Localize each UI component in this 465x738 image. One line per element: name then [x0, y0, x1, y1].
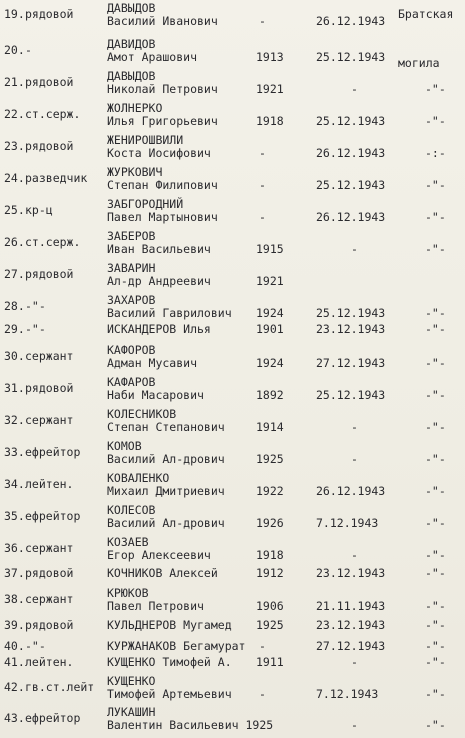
entry-date: 27.12.1943: [316, 356, 386, 370]
entry-given-name: Егор Алексеевич: [107, 548, 211, 562]
entry-date: -: [351, 82, 358, 96]
entry-year: 1918: [256, 114, 284, 128]
entry-rank: -"-: [25, 299, 46, 313]
entry-rank: рядовой: [25, 75, 74, 89]
entry-year: -: [259, 146, 266, 160]
entry-date: -: [351, 242, 358, 256]
entry-burial: -"-: [425, 114, 446, 128]
entry-surname: КАФАРОВ: [107, 375, 156, 389]
entry-surname: КОЛЕСНИКОВ: [107, 407, 177, 421]
entry-number: 32.: [4, 413, 25, 427]
entry-year: 1911: [256, 655, 284, 669]
entry-year: 1924: [256, 306, 284, 320]
entry-rank: рядовой: [25, 566, 74, 580]
entry-given-name: Степан Филипович: [107, 178, 218, 192]
entry-given-name: Амот Арашович: [107, 50, 198, 64]
entry-surname: КОМОВ: [107, 439, 142, 453]
entry-number: 25.: [4, 203, 25, 217]
entry-burial: -"-: [425, 718, 446, 732]
entry-date: 25.12.1943: [316, 50, 386, 64]
entry-name: КОЧНИКОВ Алексей: [107, 566, 218, 580]
entry-rank: ст.серж.: [25, 235, 81, 249]
entry-burial: -"-: [425, 687, 446, 701]
entry-given-name: Василий Гаврилович: [107, 306, 232, 320]
entry-number: 42.: [4, 680, 25, 694]
entry-number: 33.: [4, 445, 25, 459]
entry-surname: ЖУРКОВИЧ: [107, 165, 163, 179]
entry-date: 25.12.1943: [316, 388, 386, 402]
entry-number: 27.: [4, 267, 25, 281]
entry-year: 1915: [256, 242, 284, 256]
entry-given-name: Павел Мартынович: [107, 210, 218, 224]
entry-burial: -"-: [425, 618, 446, 632]
entry-given-name: Павел Петрович: [107, 599, 204, 613]
entry-given-name: Адман Мусавич: [107, 356, 198, 370]
entry-given-name: Степан Степанович: [107, 420, 225, 434]
entry-number: 34.: [4, 477, 25, 491]
entry-given-name: Тимофей Артемьевич: [107, 687, 232, 701]
entry-date: 23.12.1943: [316, 566, 386, 580]
entry-date: -: [351, 718, 358, 732]
entry-date: 26.12.1943: [316, 14, 386, 28]
entry-rank: -"-: [25, 639, 46, 653]
entry-number: 31.: [4, 381, 25, 395]
entry-given-name: Наби Масарович: [107, 388, 204, 402]
entry-surname: ДАВЫДОВ: [107, 1, 156, 15]
entry-year: -: [259, 178, 266, 192]
entry-number: 23.: [4, 139, 25, 153]
entry-date: -: [351, 420, 358, 434]
entry-rank: рядовой: [25, 267, 74, 281]
entry-date: -: [351, 452, 358, 466]
entry-burial: -"-: [425, 639, 446, 653]
entry-number: 39.: [4, 618, 25, 632]
entry-burial: -"-: [425, 242, 446, 256]
entry-rank: разведчик: [25, 171, 88, 185]
entry-given-name: Василий Иванович: [107, 14, 218, 28]
entry-year: 1914: [256, 420, 284, 434]
entry-year: 1921: [256, 274, 284, 288]
entry-rank: рядовой: [25, 7, 74, 21]
entry-rank: рядовой: [25, 618, 74, 632]
entry-given-name: Василий Ал-дрович: [107, 452, 225, 466]
entry-rank: рядовой: [25, 381, 74, 395]
entry-burial: -"-: [425, 420, 446, 434]
entry-number: 43.: [4, 711, 25, 725]
entry-rank: гв.ст.лейт: [25, 680, 95, 694]
entry-name: КУЩЕНКО Тимофей А.: [107, 655, 232, 669]
entry-burial: -"-: [425, 655, 446, 669]
entry-surname: КОЗАЕВ: [107, 535, 149, 549]
entry-year: 1924: [256, 356, 284, 370]
entry-burial: Братская: [398, 7, 454, 21]
entry-rank: сержант: [25, 592, 74, 606]
entry-date: 25.12.1943: [316, 306, 386, 320]
entry-date: 26.12.1943: [316, 210, 386, 224]
entry-burial: -"-: [425, 178, 446, 192]
entry-rank: кр-ц: [25, 203, 53, 217]
entry-burial: могила: [398, 56, 440, 70]
entry-given-name: Илья Григорьевич: [107, 114, 218, 128]
entry-burial: -"-: [425, 548, 446, 562]
entry-rank: сержант: [25, 349, 74, 363]
entry-rank: рядовой: [25, 139, 74, 153]
entry-number: 20.: [4, 43, 25, 57]
entry-year: 1912: [256, 566, 284, 580]
entry-surname: КАФОРОВ: [107, 343, 156, 357]
entry-year: 1901: [256, 322, 284, 336]
entry-date: 7.12.1943: [316, 516, 379, 530]
entry-given-name: Валентин Васильевич 1925: [107, 718, 274, 732]
entry-burial: -"-: [425, 484, 446, 498]
entry-name: КУЛЬДНЕРОВ Мугамед: [107, 618, 232, 632]
entry-rank: лейтен.: [25, 477, 74, 491]
entry-surname: КРЮКОВ: [107, 586, 149, 600]
entry-surname: ЗАХАРОВ: [107, 293, 156, 307]
entry-burial: -"-: [425, 516, 446, 530]
entry-burial: -"-: [425, 566, 446, 580]
entry-year: 1926: [256, 516, 284, 530]
entry-number: 36.: [4, 541, 25, 555]
entry-burial: -"-: [425, 356, 446, 370]
entry-date: 23.12.1943: [316, 618, 386, 632]
entry-date: 23.12.1943: [316, 322, 386, 336]
entry-year: 1892: [256, 388, 284, 402]
entry-number: 26.: [4, 235, 25, 249]
entry-given-name: Николай Петрович: [107, 82, 218, 96]
entry-date: 25.12.1943: [316, 114, 386, 128]
entry-rank: ефрейтор: [25, 509, 81, 523]
entry-date: 26.12.1943: [316, 484, 386, 498]
entry-rank: ст.серж.: [25, 107, 81, 121]
entry-number: 37.: [4, 566, 25, 580]
entry-surname: КОВАЛЕНКО: [107, 471, 170, 485]
entry-year: -: [259, 639, 266, 653]
entry-name: КУРЖАНАКОВ Бегамурат: [107, 639, 246, 653]
entry-number: 22.: [4, 107, 25, 121]
entry-year: 1922: [256, 484, 284, 498]
entry-date: 21.11.1943: [316, 599, 386, 613]
entry-surname: ЖОЛНЕРКО: [107, 101, 163, 115]
entry-number: 28.: [4, 299, 25, 313]
entry-year: 1921: [256, 82, 284, 96]
entry-year: -: [259, 210, 266, 224]
entry-surname: КУЩЕНКО: [107, 674, 156, 688]
entry-burial: -"-: [425, 82, 446, 96]
entry-burial: -"-: [425, 452, 446, 466]
entry-surname: ЗАБЕРОВ: [107, 229, 156, 243]
entry-year: 1906: [256, 599, 284, 613]
entry-surname: ЗАБГОРОДНИЙ: [107, 197, 184, 211]
entry-rank: сержант: [25, 413, 74, 427]
entry-year: 1913: [256, 50, 284, 64]
entry-number: 41.: [4, 655, 25, 669]
entry-rank: ефрейтор: [25, 445, 81, 459]
entry-burial: -"-: [425, 388, 446, 402]
entry-number: 40.: [4, 639, 25, 653]
entry-number: 30.: [4, 349, 25, 363]
entry-rank: ефрейтор: [25, 711, 81, 725]
entry-given-name: Михаил Дмитриевич: [107, 484, 225, 498]
entry-surname: ДАВЫДОВ: [107, 69, 156, 83]
entry-surname: ЗАВАРИН: [107, 261, 156, 275]
entry-number: 29.: [4, 322, 25, 336]
entry-rank: -"-: [25, 322, 46, 336]
entry-burial: -"-: [425, 210, 446, 224]
entry-burial: -:-: [425, 146, 446, 160]
entry-number: 19.: [4, 7, 25, 21]
entry-date: 7.12.1943: [316, 687, 379, 701]
entry-year: 1925: [256, 452, 284, 466]
entry-given-name: Коста Иосифович: [107, 146, 211, 160]
entry-given-name: Ал-др Андреевич: [107, 274, 211, 288]
entry-burial: -"-: [425, 306, 446, 320]
entry-year: -: [259, 14, 266, 28]
entry-rank: лейтен.: [25, 655, 74, 669]
entry-number: 24.: [4, 171, 25, 185]
entry-date: 25.12.1943: [316, 178, 386, 192]
entry-year: 1918: [256, 548, 284, 562]
entry-surname: ДАВИДОВ: [107, 37, 156, 51]
entry-date: -: [351, 548, 358, 562]
entry-name: ИСКАНДЕРОВ Илья: [107, 322, 211, 336]
entry-year: -: [259, 687, 266, 701]
entry-surname: ЖЕНИРОШВИЛИ: [107, 133, 184, 147]
entry-year: 1925: [256, 618, 284, 632]
entry-surname: ЛУКАШИН: [107, 705, 156, 719]
entry-date: 26.12.1943: [316, 146, 386, 160]
entry-surname: КОЛЕСОВ: [107, 503, 156, 517]
entry-number: 38.: [4, 592, 25, 606]
entry-burial: -"-: [425, 599, 446, 613]
entry-number: 21.: [4, 75, 25, 89]
entry-number: 35.: [4, 509, 25, 523]
entry-date: 27.12.1943: [316, 639, 386, 653]
entry-date: -: [351, 655, 358, 669]
entry-rank: сержант: [25, 541, 74, 555]
entry-given-name: Иван Васильевич: [107, 242, 211, 256]
entry-rank: -: [25, 43, 32, 57]
entry-burial: -"-: [425, 322, 446, 336]
entry-given-name: Василий Ал-дрович: [107, 516, 225, 530]
